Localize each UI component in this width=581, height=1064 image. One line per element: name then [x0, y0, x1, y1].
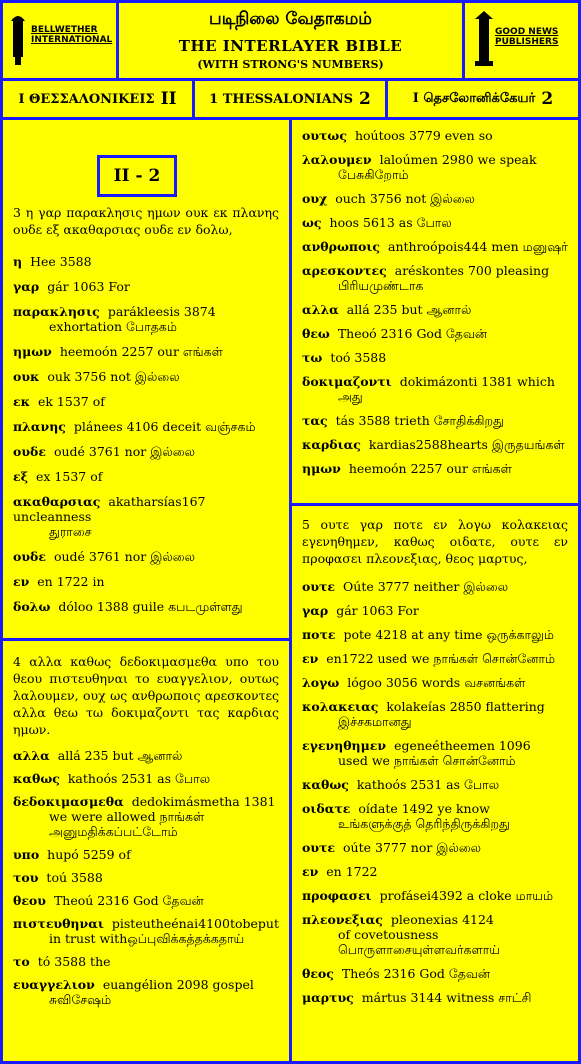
greek-word: αλλα: [13, 748, 50, 763]
left-logo: [3, 3, 116, 78]
word-entry: [13, 794, 279, 839]
greek-word: ουκ: [13, 369, 40, 384]
verse5-word-list: [302, 579, 568, 1005]
word-entry: [13, 574, 279, 589]
gloss-continuation: பிரியமுண்டாக: [338, 278, 424, 293]
greek-word: πλανης: [13, 419, 66, 434]
word-entry: [13, 748, 279, 763]
greek-word: γαρ: [13, 279, 40, 294]
word-entry: [302, 651, 568, 666]
transliteration-gloss: oudé 3761 nor இல்லை: [53, 444, 195, 459]
word-entry: [302, 152, 568, 182]
word-entry: [13, 369, 279, 384]
transliteration-gloss: hupó 5259 of: [47, 847, 131, 862]
greek-word: αλλα: [302, 302, 339, 317]
greek-word: ουδε: [13, 549, 46, 564]
greek-word: εν: [302, 651, 319, 666]
greek-word: λαλουμεν: [302, 152, 372, 167]
transliteration-gloss: allá 235 but ஆனால்: [346, 302, 472, 317]
greek-word: ανθρωποις: [302, 239, 380, 254]
greek-word: η: [13, 254, 23, 269]
transliteration-gloss: gár 1063 For: [336, 603, 419, 618]
greek-word: οιδατε: [302, 801, 351, 816]
word-entry: [13, 419, 279, 434]
word-entry: [13, 304, 279, 334]
word-entry: [13, 954, 279, 969]
book-greek-label: I ΘΕΣΣΑΛΟΝΙΚΕΙΣ: [18, 91, 155, 107]
verse3-text: 3 η γαρ παρακλησις ημων ουκ εκ πλανης ουδε εξ ακαθαρσιας ουδε εν δολω,: [13, 205, 279, 237]
transliteration-gloss: Theoó 2316 God தேவன்: [337, 326, 488, 341]
transliteration-gloss: kolakeías 2850 flattering: [386, 699, 545, 714]
transliteration-gloss: ouk 3756 not இல்லை: [47, 369, 180, 384]
word-entry: [302, 777, 568, 792]
transliteration-gloss: dokimázonti 1381 which: [399, 374, 555, 389]
word-entry: [302, 966, 568, 981]
word-entry: [13, 599, 279, 614]
greek-word: εν: [13, 574, 30, 589]
transliteration-gloss: en 1722 in: [37, 574, 105, 589]
transliteration-gloss: toó 3588: [330, 350, 387, 365]
transliteration-gloss: kathoós 2531 as போல: [356, 777, 500, 792]
transliteration-gloss: gár 1063 For: [47, 279, 130, 294]
transliteration-gloss: euangélion 2098 gospel: [102, 977, 254, 992]
transliteration-gloss: dóloo 1388 guile கபடமுள்ளது: [58, 599, 243, 614]
word-entry: [13, 893, 279, 908]
word-entry: [302, 888, 568, 903]
greek-word: ακαθαρσιας: [13, 494, 101, 509]
greek-word: αρεσκοντες: [302, 263, 387, 278]
word-entry: [13, 394, 279, 409]
chapter-label: II - 2: [97, 155, 177, 197]
left-logo-line2: INTERNATIONAL: [31, 35, 113, 45]
verse4-text: 4 αλλα καθως δεδοκιμασμεθα υπο του θεου πιστευθηναι το ευαγγελιον, ουτως λαλουμεν, ουχ ως ανθρωποις αρεσκοντες αλλα θεω τω δοκιμαζοντι τας καρδιας ημων.: [13, 654, 279, 737]
gloss-continuation: உங்களுக்குத் தெரிந்திருக்கிறது: [338, 816, 510, 831]
word-entry: [302, 912, 568, 957]
title-english: THE INTERLAYER BIBLE: [178, 37, 403, 55]
greek-word: θεω: [302, 326, 330, 341]
greek-word: λογω: [302, 675, 340, 690]
word-entry: [302, 215, 568, 230]
greek-word: ουτε: [302, 579, 336, 594]
right-logo: [465, 3, 578, 78]
transliteration-gloss: kathoós 2531 as போல: [67, 771, 211, 786]
transliteration-gloss: Hee 3588: [30, 254, 92, 269]
transliteration-gloss: kardias2588hearts இருதயங்கள்: [368, 437, 565, 452]
book-greek: [3, 81, 192, 117]
greek-word: δολω: [13, 599, 51, 614]
transliteration-gloss: Oúte 3777 neither இல்லை: [343, 579, 509, 594]
gloss-continuation: exhortation போதகம்: [49, 319, 177, 334]
book-greek-num: II: [160, 89, 177, 109]
greek-word: γαρ: [302, 603, 329, 618]
word-entry: [302, 864, 568, 879]
gloss-continuation: இச்சகமானது: [338, 714, 412, 729]
greek-word: τας: [302, 413, 328, 428]
word-entry: [302, 699, 568, 729]
title-subtitle: (WITH STRONG'S NUMBERS): [197, 58, 384, 71]
word-entry: [302, 579, 568, 594]
greek-word: ποτε: [302, 627, 336, 642]
greek-word: εν: [302, 864, 319, 879]
transliteration-gloss: lógoo 3056 words வசனங்கள்: [347, 675, 526, 690]
transliteration-gloss: tás 3588 trieth சோதிக்கிறது: [335, 413, 504, 428]
verse4-cont-panel: [292, 120, 578, 503]
word-entry: [302, 738, 568, 768]
greek-word: μαρτυς: [302, 990, 354, 1005]
greek-word: θεος: [302, 966, 334, 981]
word-entry: [302, 374, 568, 404]
word-entry: [302, 675, 568, 690]
greek-word: υπο: [13, 847, 40, 862]
transliteration-gloss: plánees 4106 deceit வஞ்சகம்: [73, 419, 256, 434]
word-entry: [13, 847, 279, 862]
word-entry: [13, 279, 279, 294]
word-entry: [302, 840, 568, 855]
greek-word: κολακειας: [302, 699, 379, 714]
verse3-word-list: [13, 254, 279, 614]
greek-word: καθως: [302, 777, 349, 792]
transliteration-gloss: oúte 3777 nor இல்லை: [343, 840, 482, 855]
book-tamil: [388, 81, 578, 117]
transliteration-gloss: Theós 2316 God தேவன்: [341, 966, 490, 981]
transliteration-gloss: ex 1537 of: [36, 469, 103, 484]
word-entry: [13, 494, 279, 539]
transliteration-gloss: heemoón 2257 our எங்கள்: [59, 344, 223, 359]
word-entry: [13, 870, 279, 885]
word-entry: [302, 326, 568, 341]
transliteration-gloss: pote 4218 at any time ஒருக்காலும்: [343, 627, 554, 642]
word-entry: [302, 990, 568, 1005]
greek-word: πλεονεξιας: [302, 912, 383, 927]
gloss-continuation: of covetousness பொருளாசையுள்ளவர்களாய்: [338, 927, 500, 957]
transliteration-gloss: akatharsías167 uncleanness: [13, 494, 206, 524]
gloss-continuation: சுவிசேஷம்: [49, 992, 112, 1007]
transliteration-gloss: parákleesis 3874: [107, 304, 216, 319]
word-entry: [302, 437, 568, 452]
greek-word: δεδοκιμασμεθα: [13, 794, 124, 809]
greek-word: του: [13, 870, 39, 885]
transliteration-gloss: allá 235 but ஆனால்: [57, 748, 183, 763]
word-entry: [302, 191, 568, 206]
gloss-continuation: used we நாங்கள் சொன்னோம்: [338, 753, 516, 768]
transliteration-gloss: mártus 3144 witness சாட்சி: [361, 990, 532, 1005]
verse5-panel: [292, 506, 578, 1061]
transliteration-gloss: profásei4392 a cloke மாயம்: [379, 888, 554, 903]
transliteration-gloss: hoos 5613 as போல: [329, 215, 452, 230]
word-entry: [302, 801, 568, 831]
transliteration-gloss: aréskontes 700 pleasing: [394, 263, 550, 278]
transliteration-gloss: dedokimásmetha 1381: [131, 794, 276, 809]
greek-word: καρδιας: [302, 437, 361, 452]
greek-word: θεου: [13, 893, 46, 908]
word-entry: [302, 350, 568, 365]
greek-word: ημων: [13, 344, 52, 359]
left-logo-line1: BELLWETHER: [31, 25, 98, 35]
word-entry: [13, 444, 279, 459]
transliteration-gloss: oídate 1492 ye know: [358, 801, 490, 816]
greek-word: ουδε: [13, 444, 46, 459]
word-entry: [13, 771, 279, 786]
verse5-text: 5 ουτε γαρ ποτε εν λογω κολακειας εγενηθημεν, καθως οιδατε, ουτε εν προφασει πλεονεξιας, θεος μαρτυς,: [302, 517, 568, 566]
transliteration-gloss: egeneétheemen 1096: [394, 738, 531, 753]
word-entry: [13, 254, 279, 269]
greek-word: δοκιμαζοντι: [302, 374, 392, 389]
book-tamil-label: I தெசலோனிக்கேயர்: [412, 91, 536, 106]
word-entry: [13, 344, 279, 359]
word-entry: [302, 413, 568, 428]
greek-word: τω: [302, 350, 323, 365]
greek-word: εκ: [13, 394, 30, 409]
word-entry: [302, 239, 568, 254]
transliteration-gloss: en1722 used we நாங்கள் சொன்னோம்: [326, 651, 556, 666]
verse3-panel: [3, 120, 289, 638]
book-english-num: 2: [358, 89, 371, 109]
transliteration-gloss: ek 1537 of: [37, 394, 105, 409]
greek-word: εγενηθημεν: [302, 738, 387, 753]
verse4-word-list: [13, 748, 279, 1007]
greek-word: προφασει: [302, 888, 372, 903]
transliteration-gloss: laloúmen 2980 we speak: [379, 152, 537, 167]
book-tamil-num: 2: [541, 89, 554, 109]
gloss-continuation: பேசுகிறோம்: [338, 167, 409, 182]
greek-word: ουτως: [302, 128, 347, 143]
transliteration-gloss: Theoú 2316 God தேவன்: [53, 893, 204, 908]
greek-word: ευαγγελιον: [13, 977, 95, 992]
greek-word: πιστευθηναι: [13, 916, 104, 931]
gloss-continuation: அது: [338, 389, 363, 404]
word-entry: [302, 461, 568, 476]
title-tamil: படிநிலை வேதாகமம்: [209, 9, 372, 29]
transliteration-gloss: tó 3588 the: [37, 954, 111, 969]
word-entry: [302, 263, 568, 293]
transliteration-gloss: pisteutheénai4100tobeput: [111, 916, 279, 931]
gloss-continuation: we were allowed நாங்கள் அனுமதிக்கப்பட்டோம்: [49, 809, 205, 839]
greek-word: ουτε: [302, 840, 336, 855]
transliteration-gloss: hoútoos 3779 even so: [354, 128, 493, 143]
greek-word: ουχ: [302, 191, 328, 206]
word-entry: [13, 977, 279, 1007]
book-english-label: 1 THESSALONIANS: [209, 91, 353, 107]
word-entry: [302, 627, 568, 642]
greek-word: το: [13, 954, 30, 969]
book-english: [195, 81, 385, 117]
right-logo-line1: GOOD NEWS: [495, 27, 559, 37]
verse4-panel: [3, 641, 289, 1061]
transliteration-gloss: en 1722: [326, 864, 378, 879]
gloss-continuation: துராசை: [49, 524, 92, 539]
greek-word: ημων: [302, 461, 341, 476]
word-entry: [13, 549, 279, 564]
transliteration-gloss: pleonexias 4124: [390, 912, 494, 927]
word-entry: [302, 302, 568, 317]
transliteration-gloss: ouch 3756 not இல்லை: [335, 191, 475, 206]
greek-word: εξ: [13, 469, 29, 484]
title-box: [119, 3, 462, 78]
word-entry: [13, 469, 279, 484]
transliteration-gloss: heemoón 2257 our எங்கள்: [348, 461, 512, 476]
word-entry: [13, 916, 279, 946]
word-entry: [302, 603, 568, 618]
greek-word: ως: [302, 215, 322, 230]
greek-word: παρακλησις: [13, 304, 100, 319]
transliteration-gloss: oudé 3761 nor இல்லை: [53, 549, 195, 564]
right-logo-line2: PUBLISHERS: [495, 37, 559, 47]
verse4-cont-word-list: [302, 128, 568, 476]
greek-word: καθως: [13, 771, 60, 786]
gloss-continuation: in trust withஒப்புவிக்கத்தக்கதாய்: [49, 931, 245, 946]
transliteration-gloss: anthroópois444 men மனுஷர்: [388, 239, 568, 254]
transliteration-gloss: toú 3588: [46, 870, 103, 885]
word-entry: [302, 128, 568, 143]
